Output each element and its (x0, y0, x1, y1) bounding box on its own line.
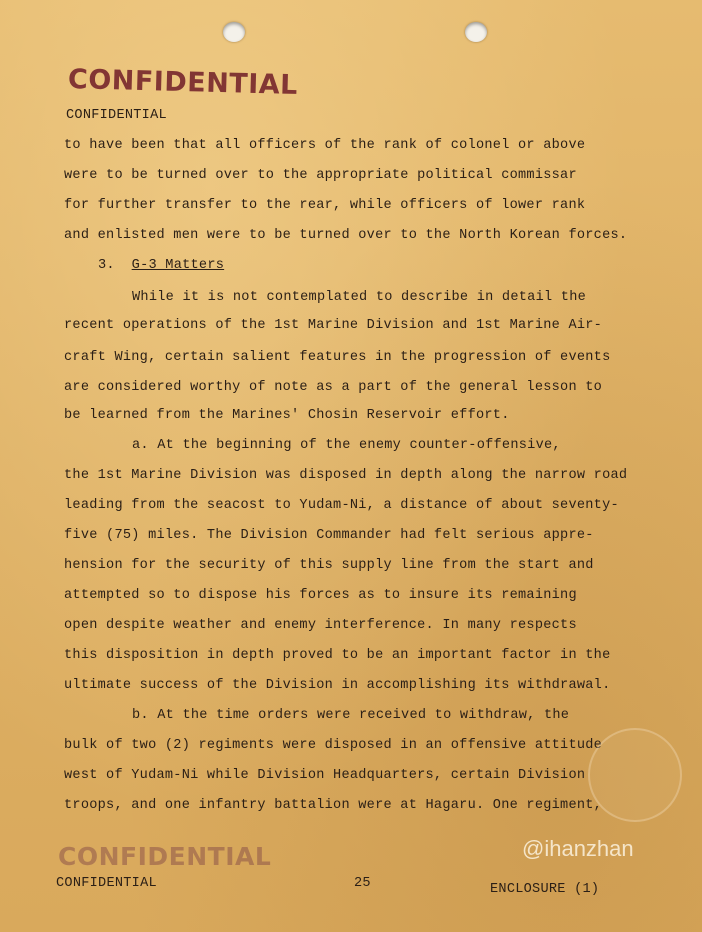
body-line-14: hension for the security of this supply line from the start and (64, 558, 594, 573)
body-line-4: and enlisted men were to be turned over to the North Korean forces. (64, 228, 628, 243)
punch-hole-right (465, 22, 487, 42)
section-title: G-3 Matters (131, 258, 225, 273)
body-line-2: were to be turned over to the appropriate political commissar (64, 168, 577, 183)
watermark-text: @ihanzhan (522, 836, 634, 861)
section-number: 3. (98, 258, 115, 273)
body-line-18: ultimate success of the Division in accomplishing its withdrawal. (64, 678, 611, 693)
body-line-21: west of Yudam-Ni while Division Headquarters, certain Division (64, 768, 586, 783)
section-heading (98, 258, 224, 273)
body-line-12: leading from the seacost to Yudam-Ni, a distance of about seventy- (64, 498, 619, 513)
punch-hole-left (223, 22, 245, 42)
body-line-10: a. At the beginning of the enemy counter-offensive, (132, 438, 561, 453)
body-line-7: craft Wing, certain salient features in the progression of events (64, 350, 611, 365)
body-line-11: the 1st Marine Division was disposed in depth along the narrow road (64, 468, 628, 483)
confidential-stamp-top: CONFIDENTIAL (67, 64, 299, 102)
body-line-20: bulk of two (2) regiments were disposed in an offensive attitude (64, 738, 603, 753)
body-line-5: While it is not contemplated to describe in detail the (132, 290, 587, 305)
body-line-8: are considered worthy of note as a part of the general lesson to (64, 380, 603, 395)
body-line-15: attempted so to dispose his forces as to insure its remaining (64, 588, 577, 603)
body-line-22: troops, and one infantry battalion were at Hagaru. One regiment, (64, 798, 603, 813)
body-line-19: b. At the time orders were received to withdraw, the (132, 708, 570, 723)
body-line-3: for further transfer to the rear, while officers of lower rank (64, 198, 586, 213)
body-line-9: be learned from the Marines' Chosin Reservoir effort. (64, 408, 510, 423)
watermark-badge (588, 728, 682, 822)
confidential-stamp-bottom: CONFIDENTIAL (58, 842, 272, 871)
body-line-16: open despite weather and enemy interference. In many respects (64, 618, 577, 633)
footer-classification: CONFIDENTIAL (56, 876, 157, 891)
body-line-17: this disposition in depth proved to be an important factor in the (64, 648, 611, 663)
body-line-13: five (75) miles. The Division Commander had felt serious appre- (64, 528, 594, 543)
body-line-6: recent operations of the 1st Marine Division and 1st Marine Air- (64, 318, 603, 333)
footer-enclosure: ENCLOSURE (1) (490, 882, 600, 897)
body-line-1: to have been that all officers of the rank of colonel or above (64, 138, 586, 153)
footer-page-number: 25 (354, 876, 371, 891)
header-classification: CONFIDENTIAL (66, 108, 167, 123)
